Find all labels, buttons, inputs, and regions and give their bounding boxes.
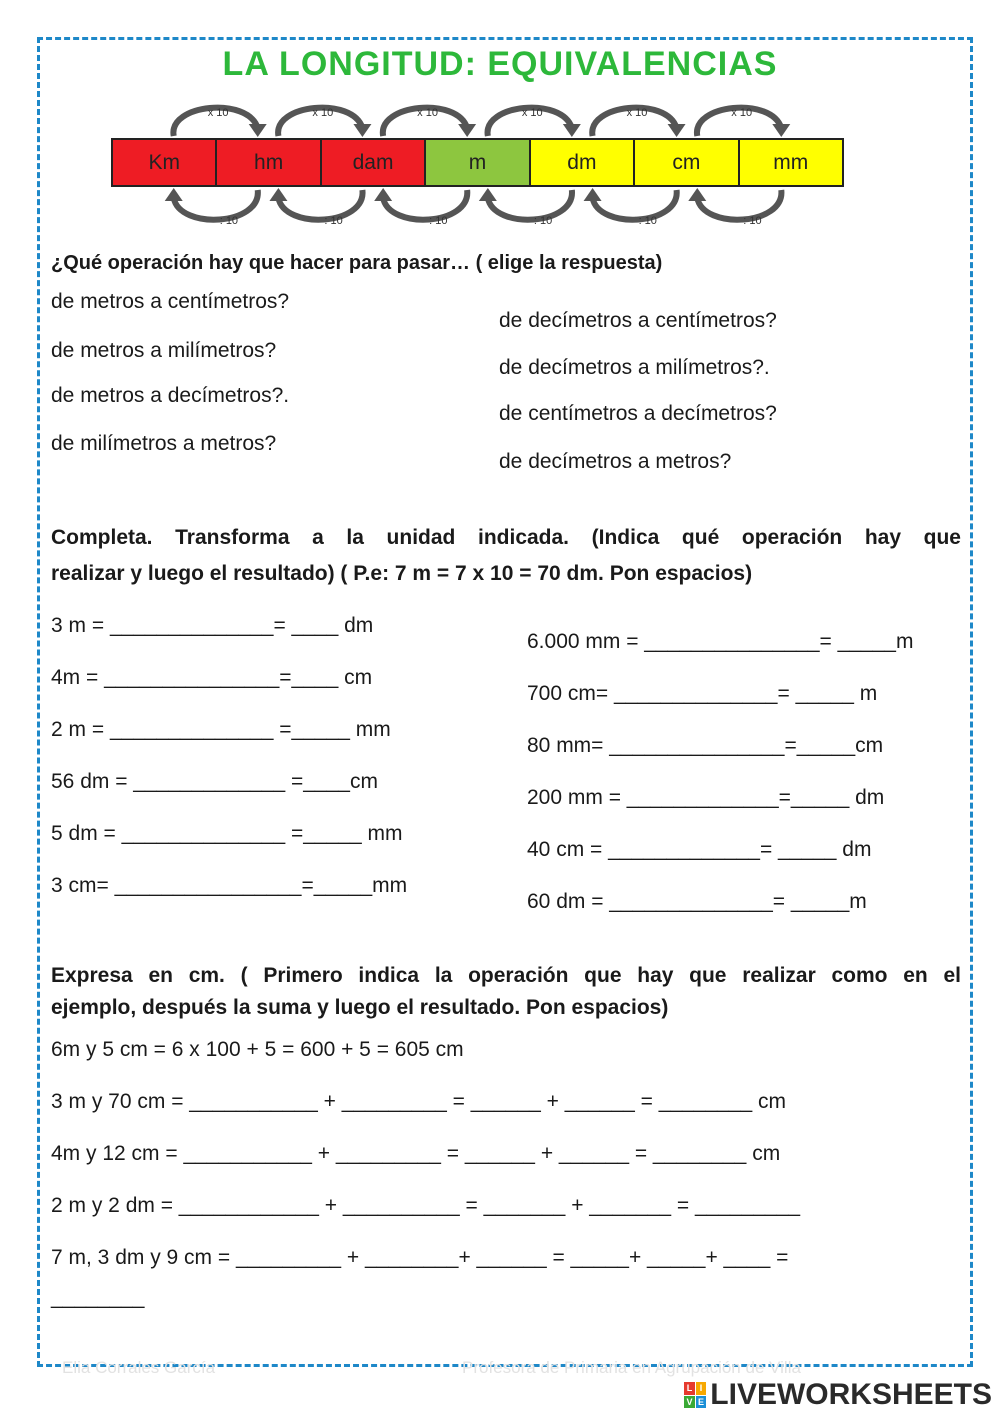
- badge-letter: I: [696, 1382, 707, 1395]
- question-item: de centímetros a decímetros?: [499, 402, 777, 425]
- exercise-line[interactable]: 80 mm= _______________=_____cm: [527, 734, 884, 757]
- exercise-line[interactable]: 4m y 12 cm = ___________ + _________ = ______ + ______ = ________ cm: [51, 1142, 781, 1165]
- multiply-label: x 10: [521, 107, 543, 119]
- page-title: LA LONGITUD: EQUIVALENCIAS: [222, 45, 778, 83]
- arrow-head-icon: [458, 124, 476, 137]
- section3-instruction: [51, 960, 961, 1024]
- exercise-line[interactable]: 200 mm = _____________=_____ dm: [527, 786, 885, 809]
- section2-instruction: [51, 520, 961, 592]
- divide-arrow-icon: [278, 190, 362, 220]
- instruction-line: ejemplo, después la suma y luego el resultado. Pon espacios): [51, 996, 669, 1019]
- exercise-line[interactable]: 2 m = ______________ =_____ mm: [51, 718, 391, 741]
- arrow-head-icon: [165, 188, 183, 201]
- divide-arrow-icon: [174, 190, 258, 220]
- exercise-line[interactable]: 60 dm = ______________= _____m: [527, 890, 867, 913]
- exercise-line[interactable]: 5 dm = ______________ =_____ mm: [51, 822, 403, 845]
- unit-cell-mm: mm: [740, 140, 842, 185]
- exercise-line[interactable]: 7 m, 3 dm y 9 cm = _________ + ________+ ______ = _____+ _____+ ____ =: [51, 1246, 789, 1269]
- conversion-arrows: [0, 0, 1000, 240]
- arrow-head-icon: [563, 124, 581, 137]
- multiply-label: x 10: [417, 107, 438, 119]
- divide-arrow-icon: [593, 190, 677, 220]
- divide-label: : 10: [324, 215, 343, 227]
- divide-label: : 10: [533, 215, 553, 227]
- divide-arrow-icon: [697, 190, 781, 220]
- exercise-line[interactable]: 3 m = ______________= ____ dm: [51, 614, 374, 637]
- arrow-head-icon: [688, 188, 706, 201]
- instruction-line: Completa. Transforma a la unidad indicada. (Indica qué operación hay que: [51, 526, 961, 549]
- multiply-label: x 10: [731, 107, 753, 119]
- arrow-head-icon: [668, 124, 686, 137]
- exercise-line[interactable]: 40 cm = _____________= _____ dm: [527, 838, 872, 861]
- question-item: de decímetros a centímetros?: [499, 309, 777, 332]
- question-item: de metros a centímetros?: [51, 290, 290, 313]
- section1-heading: ¿Qué operación hay que hacer para pasar… ( elige la respuesta): [51, 252, 663, 274]
- question-item: de milímetros a metros?: [51, 432, 277, 455]
- arrow-head-icon: [269, 188, 287, 201]
- arrow-head-icon: [374, 188, 392, 201]
- exercise-line[interactable]: ________: [51, 1286, 145, 1309]
- divide-arrow-icon: [383, 190, 467, 220]
- worked-example: 6m y 5 cm = 6 x 100 + 5 = 600 + 5 = 605 cm: [51, 1038, 464, 1061]
- exercise-line[interactable]: 6.000 mm = _______________= _____m: [527, 630, 914, 653]
- arrow-head-icon: [772, 124, 790, 137]
- exercise-line[interactable]: 56 dm = _____________ =____cm: [51, 770, 378, 793]
- multiply-label: x 10: [207, 107, 229, 119]
- unit-cell-dam: dam: [322, 140, 426, 185]
- unit-cell-cm: cm: [635, 140, 739, 185]
- liveworksheets-logo[interactable]: [684, 1378, 992, 1412]
- unit-cell-km: Km: [113, 140, 217, 185]
- arrow-head-icon: [353, 124, 371, 137]
- school-credit: Profesora de Primaria en Agrupación de Villa: [462, 1358, 801, 1377]
- exercise-line[interactable]: 4m = _______________=____ cm: [51, 666, 373, 689]
- author-credit: Elia Corrales García: [62, 1358, 216, 1377]
- arrow-head-icon: [479, 188, 497, 201]
- instruction-line: realizar y luego el resultado) ( P.e: 7 m = 7 x 10 = 70 dm. Pon espacios): [51, 562, 753, 585]
- exercise-line[interactable]: 2 m y 2 dm = ____________ + __________ = _______ + _______ = _________: [51, 1194, 801, 1217]
- unit-cell-m: m: [426, 140, 530, 185]
- multiply-label: x 10: [626, 107, 648, 119]
- exercise-line[interactable]: 3 cm= ________________=_____mm: [51, 874, 408, 897]
- question-item: de decímetros a milímetros?.: [499, 356, 770, 379]
- divide-label: : 10: [429, 215, 448, 227]
- divide-arrow-icon: [488, 190, 572, 220]
- exercise-line[interactable]: 700 cm= ______________= _____ m: [527, 682, 878, 705]
- arrow-head-icon: [249, 124, 267, 137]
- badge-letter: L: [684, 1382, 695, 1395]
- divide-label: : 10: [638, 215, 657, 227]
- badge-letter: E: [696, 1396, 707, 1409]
- question-item: de metros a decímetros?.: [51, 384, 290, 407]
- divide-label: : 10: [743, 215, 762, 227]
- unit-cell-hm: hm: [217, 140, 321, 185]
- logo-badge-icon: [684, 1382, 706, 1408]
- logo-text: LIVEWORKSHEETS: [710, 1378, 992, 1411]
- unit-cell-dm: dm: [531, 140, 635, 185]
- exercise-line[interactable]: 3 m y 70 cm = ___________ + _________ = ______ + ______ = ________ cm: [51, 1090, 787, 1113]
- arrow-head-icon: [584, 188, 602, 201]
- question-item: de decímetros a metros?: [499, 450, 732, 473]
- instruction-line: Expresa en cm. ( Primero indica la operación que hay que realizar como en el: [51, 964, 961, 987]
- question-item: de metros a milímetros?: [51, 339, 277, 362]
- divide-label: : 10: [219, 215, 239, 227]
- badge-letter: V: [684, 1396, 695, 1409]
- multiply-label: x 10: [312, 107, 334, 119]
